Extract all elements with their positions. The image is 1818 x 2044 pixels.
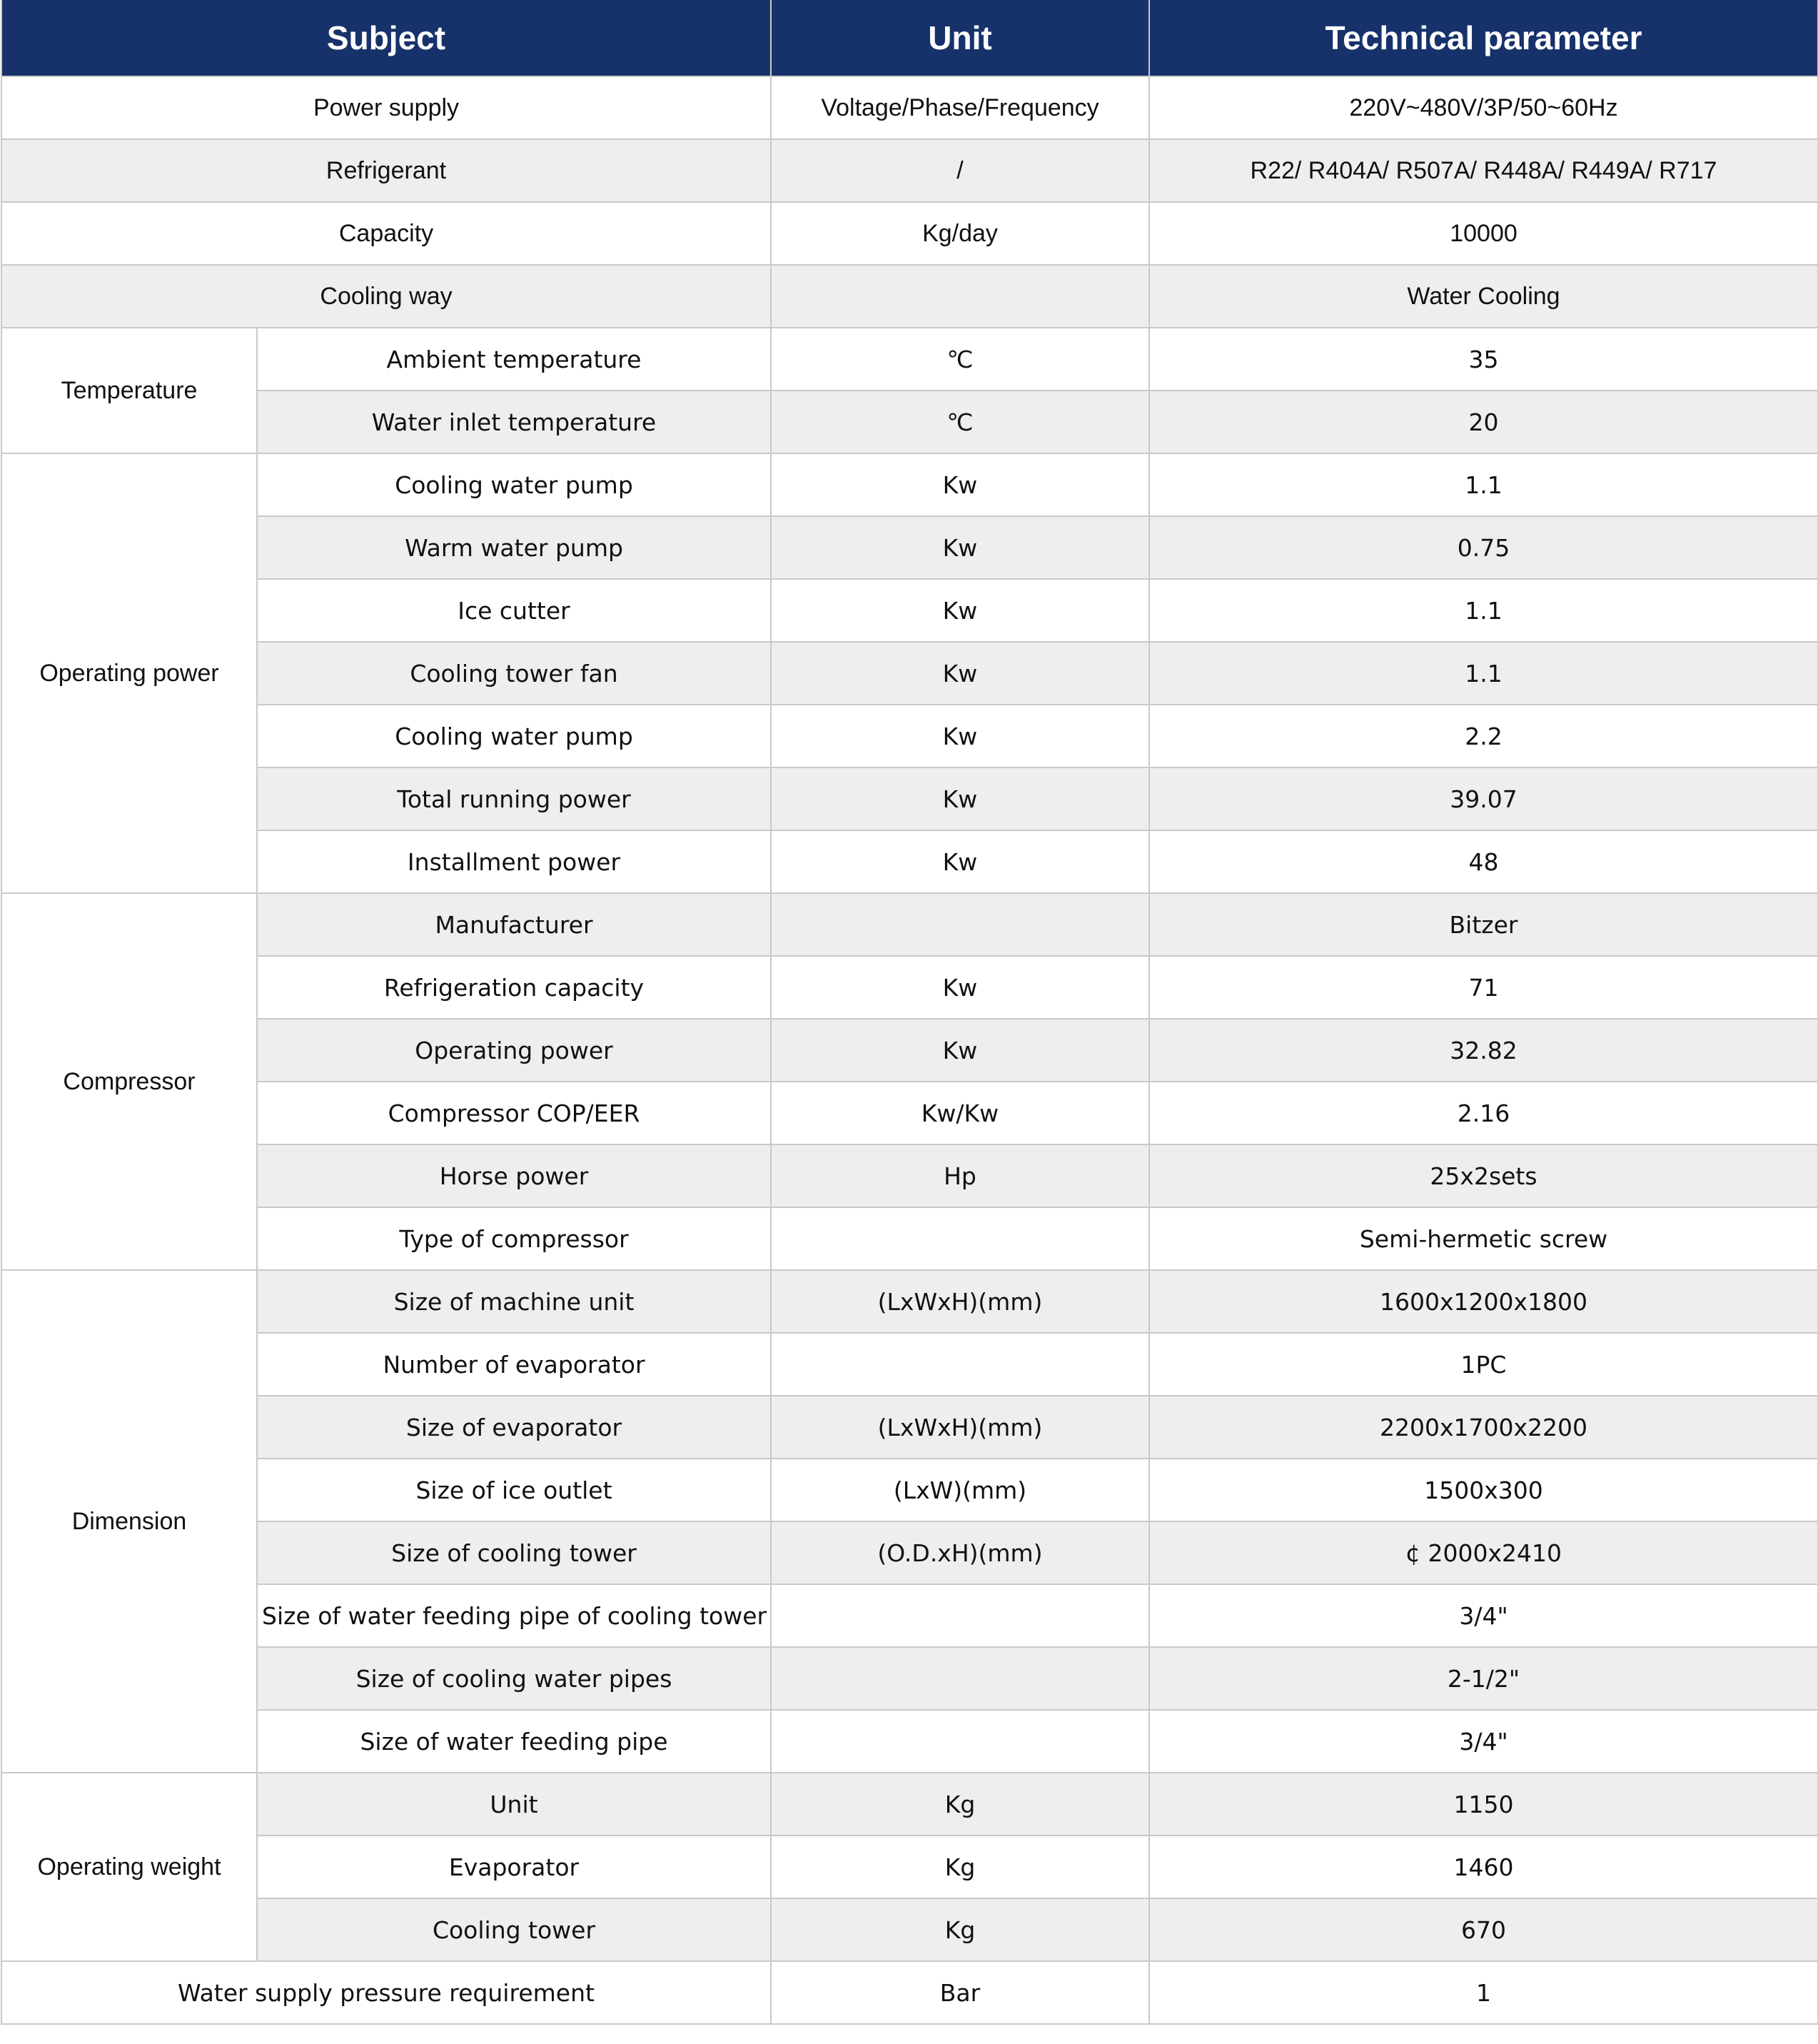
row-value: 1.1 — [1149, 579, 1818, 642]
header-unit: Unit — [771, 0, 1149, 76]
group-label: Temperature — [1, 328, 257, 453]
row-unit: Kw — [771, 453, 1149, 516]
row-unit: Kw — [771, 1019, 1149, 1082]
row-unit: Bar — [771, 1961, 1149, 2024]
row-subject: Water supply pressure requirement — [1, 1961, 771, 2024]
row-item: Size of cooling tower — [257, 1521, 771, 1584]
row-value: Semi-hermetic screw — [1149, 1207, 1818, 1270]
table-row — [1, 1270, 1818, 1333]
table-row — [1, 1521, 1818, 1584]
row-item: Cooling water pump — [257, 705, 771, 767]
row-value: 1PC — [1149, 1333, 1818, 1396]
table-row — [1, 579, 1818, 642]
row-value: 1600x1200x1800 — [1149, 1270, 1818, 1333]
row-item: Compressor COP/EER — [257, 1082, 771, 1144]
table-row — [1, 1459, 1818, 1521]
table-row — [1, 1836, 1818, 1898]
row-item: Unit — [257, 1773, 771, 1836]
row-unit: Voltage/Phase/Frequency — [771, 76, 1149, 139]
row-value: 25x2sets — [1149, 1144, 1818, 1207]
row-item: Cooling water pump — [257, 453, 771, 516]
row-value: 3/4" — [1149, 1584, 1818, 1647]
row-item: Manufacturer — [257, 893, 771, 956]
row-item: Size of evaporator — [257, 1396, 771, 1459]
row-value: 1 — [1149, 1961, 1818, 2024]
table-header — [1, 0, 1818, 76]
row-unit: / — [771, 139, 1149, 202]
row-unit: Hp — [771, 1144, 1149, 1207]
row-item: Type of compressor — [257, 1207, 771, 1270]
row-unit: ℃ — [771, 391, 1149, 453]
header-row — [1, 0, 1818, 76]
row-unit: (LxW)(mm) — [771, 1459, 1149, 1521]
table-row — [1, 956, 1818, 1019]
row-unit: Kw — [771, 830, 1149, 893]
table-row — [1, 202, 1818, 265]
group-label: Operating weight — [1, 1773, 257, 1961]
row-unit: Kw — [771, 516, 1149, 579]
row-item: Horse power — [257, 1144, 771, 1207]
row-value: Bitzer — [1149, 893, 1818, 956]
row-unit: Kw — [771, 705, 1149, 767]
row-unit — [771, 1647, 1149, 1710]
row-item: Ambient temperature — [257, 328, 771, 391]
row-value: 39.07 — [1149, 767, 1818, 830]
table-row — [1, 391, 1818, 453]
row-item: Water inlet temperature — [257, 391, 771, 453]
row-item: Ice cutter — [257, 579, 771, 642]
table-body — [1, 76, 1818, 2024]
row-value: 0.75 — [1149, 516, 1818, 579]
row-subject: Cooling way — [1, 265, 771, 328]
table-row — [1, 1082, 1818, 1144]
table-row — [1, 139, 1818, 202]
spec-table — [1, 0, 1818, 2025]
row-item: Installment power — [257, 830, 771, 893]
row-unit: Kg/day — [771, 202, 1149, 265]
row-value: 2-1/2" — [1149, 1647, 1818, 1710]
table-row — [1, 705, 1818, 767]
row-subject: Capacity — [1, 202, 771, 265]
row-unit: Kg — [771, 1773, 1149, 1836]
table-row — [1, 1333, 1818, 1396]
row-value: ¢ 2000x2410 — [1149, 1521, 1818, 1584]
row-unit — [771, 893, 1149, 956]
group-label: Operating power — [1, 453, 257, 893]
row-unit: Kw — [771, 956, 1149, 1019]
row-unit: Kg — [771, 1836, 1149, 1898]
row-value: 2.2 — [1149, 705, 1818, 767]
row-unit — [771, 265, 1149, 328]
table-row — [1, 830, 1818, 893]
row-value: 10000 — [1149, 202, 1818, 265]
row-value: 3/4" — [1149, 1710, 1818, 1773]
header-parameter: Technical parameter — [1149, 0, 1818, 76]
row-value: 670 — [1149, 1898, 1818, 1961]
row-item: Cooling tower — [257, 1898, 771, 1961]
row-item: Operating power — [257, 1019, 771, 1082]
row-unit — [771, 1710, 1149, 1773]
table-row — [1, 1207, 1818, 1270]
row-item: Size of water feeding pipe of cooling tower — [257, 1584, 771, 1647]
table-row — [1, 1584, 1818, 1647]
row-value: 35 — [1149, 328, 1818, 391]
table-row — [1, 642, 1818, 705]
table-row — [1, 328, 1818, 391]
table-row — [1, 1144, 1818, 1207]
table-row — [1, 893, 1818, 956]
row-value: R22/ R404A/ R507A/ R448A/ R449A/ R717 — [1149, 139, 1818, 202]
row-value: 48 — [1149, 830, 1818, 893]
row-value: 32.82 — [1149, 1019, 1818, 1082]
row-item: Size of cooling water pipes — [257, 1647, 771, 1710]
row-unit: (O.D.xH)(mm) — [771, 1521, 1149, 1584]
table-row — [1, 453, 1818, 516]
row-unit — [771, 1207, 1149, 1270]
row-value: 220V~480V/3P/50~60Hz — [1149, 76, 1818, 139]
table-row — [1, 1773, 1818, 1836]
row-unit — [771, 1333, 1149, 1396]
row-item: Number of evaporator — [257, 1333, 771, 1396]
row-value: 71 — [1149, 956, 1818, 1019]
row-unit: ℃ — [771, 328, 1149, 391]
table-row — [1, 1961, 1818, 2024]
table-row — [1, 516, 1818, 579]
row-value: 2200x1700x2200 — [1149, 1396, 1818, 1459]
row-subject: Power supply — [1, 76, 771, 139]
row-item: Warm water pump — [257, 516, 771, 579]
table-row — [1, 265, 1818, 328]
row-value: 2.16 — [1149, 1082, 1818, 1144]
row-unit: Kw — [771, 579, 1149, 642]
row-item: Cooling tower fan — [257, 642, 771, 705]
row-item: Size of machine unit — [257, 1270, 771, 1333]
row-unit — [771, 1584, 1149, 1647]
row-value: 1.1 — [1149, 453, 1818, 516]
row-item: Total running power — [257, 767, 771, 830]
row-value: 1.1 — [1149, 642, 1818, 705]
table-row — [1, 1898, 1818, 1961]
row-item: Refrigeration capacity — [257, 956, 771, 1019]
table-row — [1, 76, 1818, 139]
row-value: 1460 — [1149, 1836, 1818, 1898]
group-label: Dimension — [1, 1270, 257, 1773]
row-item: Evaporator — [257, 1836, 771, 1898]
row-item: Size of water feeding pipe — [257, 1710, 771, 1773]
row-unit: Kw — [771, 767, 1149, 830]
row-value: 1500x300 — [1149, 1459, 1818, 1521]
row-value: Water Cooling — [1149, 265, 1818, 328]
table-row — [1, 1647, 1818, 1710]
row-subject: Refrigerant — [1, 139, 771, 202]
table-row — [1, 767, 1818, 830]
row-value: 20 — [1149, 391, 1818, 453]
group-label: Compressor — [1, 893, 257, 1270]
row-unit: (LxWxH)(mm) — [771, 1396, 1149, 1459]
row-item: Size of ice outlet — [257, 1459, 771, 1521]
row-unit: Kg — [771, 1898, 1149, 1961]
row-unit: Kw — [771, 642, 1149, 705]
table-row — [1, 1710, 1818, 1773]
header-subject: Subject — [1, 0, 771, 76]
table-row — [1, 1396, 1818, 1459]
row-unit: Kw/Kw — [771, 1082, 1149, 1144]
row-value: 1150 — [1149, 1773, 1818, 1836]
table-row — [1, 1019, 1818, 1082]
row-unit: (LxWxH)(mm) — [771, 1270, 1149, 1333]
